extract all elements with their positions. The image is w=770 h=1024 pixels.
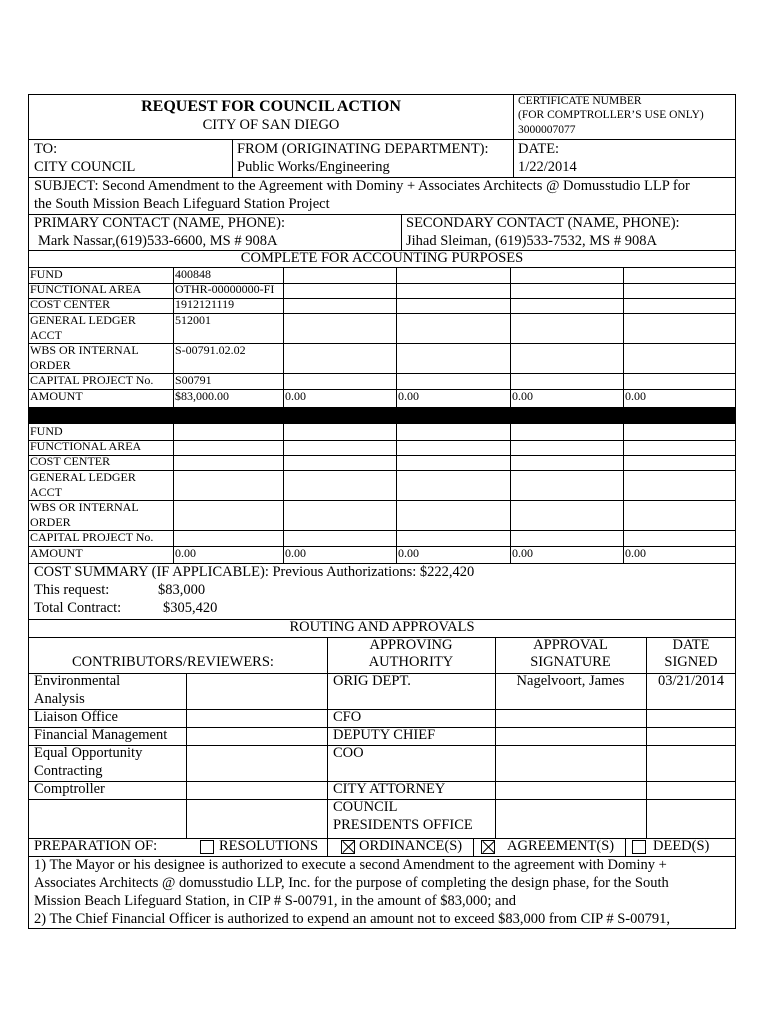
capital-project-value: S00791 — [175, 373, 212, 387]
form-title: REQUEST FOR COUNCIL ACTION — [141, 98, 401, 115]
subject-line-1: SUBJECT: Second Amendment to the Agreement with Dominy + Associates Architects @ Domusstudio LLP for — [34, 178, 690, 194]
date-value: 1/22/2014 — [518, 159, 577, 175]
separator-bar — [29, 407, 735, 424]
this-request-value: $83,000 — [158, 582, 206, 598]
reviewer-environmental: Environmental — [34, 673, 121, 689]
deeds-checkbox[interactable] — [632, 840, 646, 854]
subject-line-2: the South Mission Beach Lifeguard Station Project — [34, 196, 330, 212]
general-ledger-label: GENERAL LEDGER — [30, 313, 136, 327]
council-action-form — [28, 94, 736, 929]
preparation-label: PREPARATION OF: — [34, 838, 158, 854]
fund-label: FUND — [30, 267, 63, 281]
reviewer-financial-management: Financial Management — [34, 727, 168, 743]
deeds-label: DEED(S) — [653, 838, 710, 854]
reviewer-liaison-office: Liaison Office — [34, 709, 118, 725]
authority-coo: COO — [333, 745, 364, 761]
to-label: TO: — [34, 141, 58, 157]
general-ledger-value: 512001 — [175, 313, 211, 327]
amount-value: 0.00 — [512, 546, 533, 560]
approvals-heading: ROUTING AND APPROVALS — [289, 619, 475, 635]
ordinances-checkbox[interactable] — [341, 840, 355, 854]
amount-value: 0.00 — [285, 389, 306, 403]
reviewer-contracting: Contracting — [34, 763, 103, 779]
amount-value: 0.00 — [625, 546, 646, 560]
acct-label: ACCT — [30, 328, 63, 342]
fund-label: FUND — [30, 424, 63, 438]
authority-deputy-chief: DEPUTY CHIEF — [333, 727, 436, 743]
orig-dept-signature: Nagelvoort, James — [516, 673, 625, 689]
secondary-contact-label: SECONDARY CONTACT (NAME, PHONE): — [406, 215, 680, 231]
resolutions-label: RESOLUTIONS — [219, 838, 319, 854]
authority-council: COUNCIL — [333, 799, 398, 815]
date-header-1: DATE — [672, 637, 710, 653]
date-label: DATE: — [518, 141, 560, 157]
total-contract-value: $305,420 — [163, 600, 218, 616]
agreements-label: AGREEMENT(S) — [507, 838, 615, 854]
cost-center-label: COST CENTER — [30, 297, 111, 311]
primary-contact-label: PRIMARY CONTACT (NAME, PHONE): — [34, 215, 285, 231]
wbs-value: S-00791.02.02 — [175, 343, 246, 357]
signature-header-1: APPROVAL — [533, 637, 608, 653]
comptroller-use-label: (FOR COMPTROLLER’S USE ONLY) — [518, 109, 704, 121]
cost-center-value: 1912121119 — [175, 297, 235, 311]
reviewer-comptroller: Comptroller — [34, 781, 105, 797]
capital-project-label: CAPITAL PROJECT No. — [30, 373, 154, 387]
authority-header-1: APPROVING — [369, 637, 453, 653]
this-request-label: This request: — [34, 582, 110, 598]
from-value: Public Works/Engineering — [237, 159, 390, 175]
signature-header-2: SIGNATURE — [530, 654, 611, 670]
contributors-header: CONTRIBUTORS/REVIEWERS: — [72, 654, 274, 670]
secondary-contact-value: Jihad Sleiman, (619)533-7532, MS # 908A — [406, 233, 657, 249]
body-line-1: 1) The Mayor or his designee is authorized to execute a second Amendment to the agreement with Dominy + — [34, 857, 667, 873]
authority-city-attorney: CITY ATTORNEY — [333, 781, 446, 797]
capital-project-label: CAPITAL PROJECT No. — [30, 530, 154, 544]
amount-label: AMOUNT — [30, 546, 83, 560]
amount-value: 0.00 — [175, 546, 196, 560]
body-line-3: Mission Beach Lifeguard Station, in CIP # S-00791, in the amount of $83,000; and — [34, 893, 516, 909]
authority-cfo: CFO — [333, 709, 362, 725]
order-label: ORDER — [30, 515, 71, 529]
primary-contact-value: Mark Nassar,(619)533-6600, MS # 908A — [38, 233, 278, 249]
form-subtitle: CITY OF SAN DIEGO — [202, 117, 340, 133]
functional-area-label: FUNCTIONAL AREA — [30, 282, 142, 296]
amount-value: 0.00 — [285, 546, 306, 560]
authority-presidents-office: PRESIDENTS OFFICE — [333, 817, 473, 833]
acct-label: ACCT — [30, 485, 63, 499]
fund-value: 400848 — [175, 267, 211, 281]
body-line-4: 2) The Chief Financial Officer is authorized to expend an amount not to exceed $83,000 from CIP # S-00791, — [34, 911, 670, 927]
body-line-2: Associates Architects @ domusstudio LLP, Inc. for the purpose of completing the design phase, for the South — [34, 875, 669, 891]
amount-value: 0.00 — [625, 389, 646, 403]
ordinances-label: ORDINANCE(S) — [359, 838, 463, 854]
certificate-label: CERTIFICATE NUMBER — [518, 95, 642, 107]
cost-summary-line: COST SUMMARY (IF APPLICABLE): Previous Authorizations: $222,420 — [34, 564, 475, 580]
amount-value: $83,000.00 — [175, 389, 229, 403]
functional-area-label: FUNCTIONAL AREA — [30, 439, 142, 453]
reviewer-equal-opportunity: Equal Opportunity — [34, 745, 143, 761]
amount-value: 0.00 — [398, 389, 419, 403]
orig-dept-date: 03/21/2014 — [657, 673, 725, 689]
accounting-heading: COMPLETE FOR ACCOUNTING PURPOSES — [240, 250, 524, 266]
to-value: CITY COUNCIL — [34, 159, 136, 175]
certificate-number: 3000007077 — [518, 124, 576, 136]
amount-value: 0.00 — [512, 389, 533, 403]
amount-label: AMOUNT — [30, 389, 83, 403]
order-label: ORDER — [30, 358, 71, 372]
date-header-2: SIGNED — [664, 654, 718, 670]
total-contract-label: Total Contract: — [34, 600, 122, 616]
agreements-checkbox[interactable] — [481, 840, 495, 854]
resolutions-checkbox[interactable] — [200, 840, 214, 854]
wbs-label: WBS OR INTERNAL — [30, 343, 139, 357]
functional-area-value: OTHR-00000000-FI — [175, 282, 275, 296]
authority-orig-dept: ORIG DEPT. — [333, 673, 411, 689]
wbs-label: WBS OR INTERNAL — [30, 500, 139, 514]
cost-center-label: COST CENTER — [30, 454, 111, 468]
reviewer-analysis: Analysis — [34, 691, 85, 707]
amount-value: 0.00 — [398, 546, 419, 560]
authority-header-2: AUTHORITY — [368, 654, 454, 670]
from-label: FROM (ORIGINATING DEPARTMENT): — [237, 141, 489, 157]
general-ledger-label: GENERAL LEDGER — [30, 470, 136, 484]
